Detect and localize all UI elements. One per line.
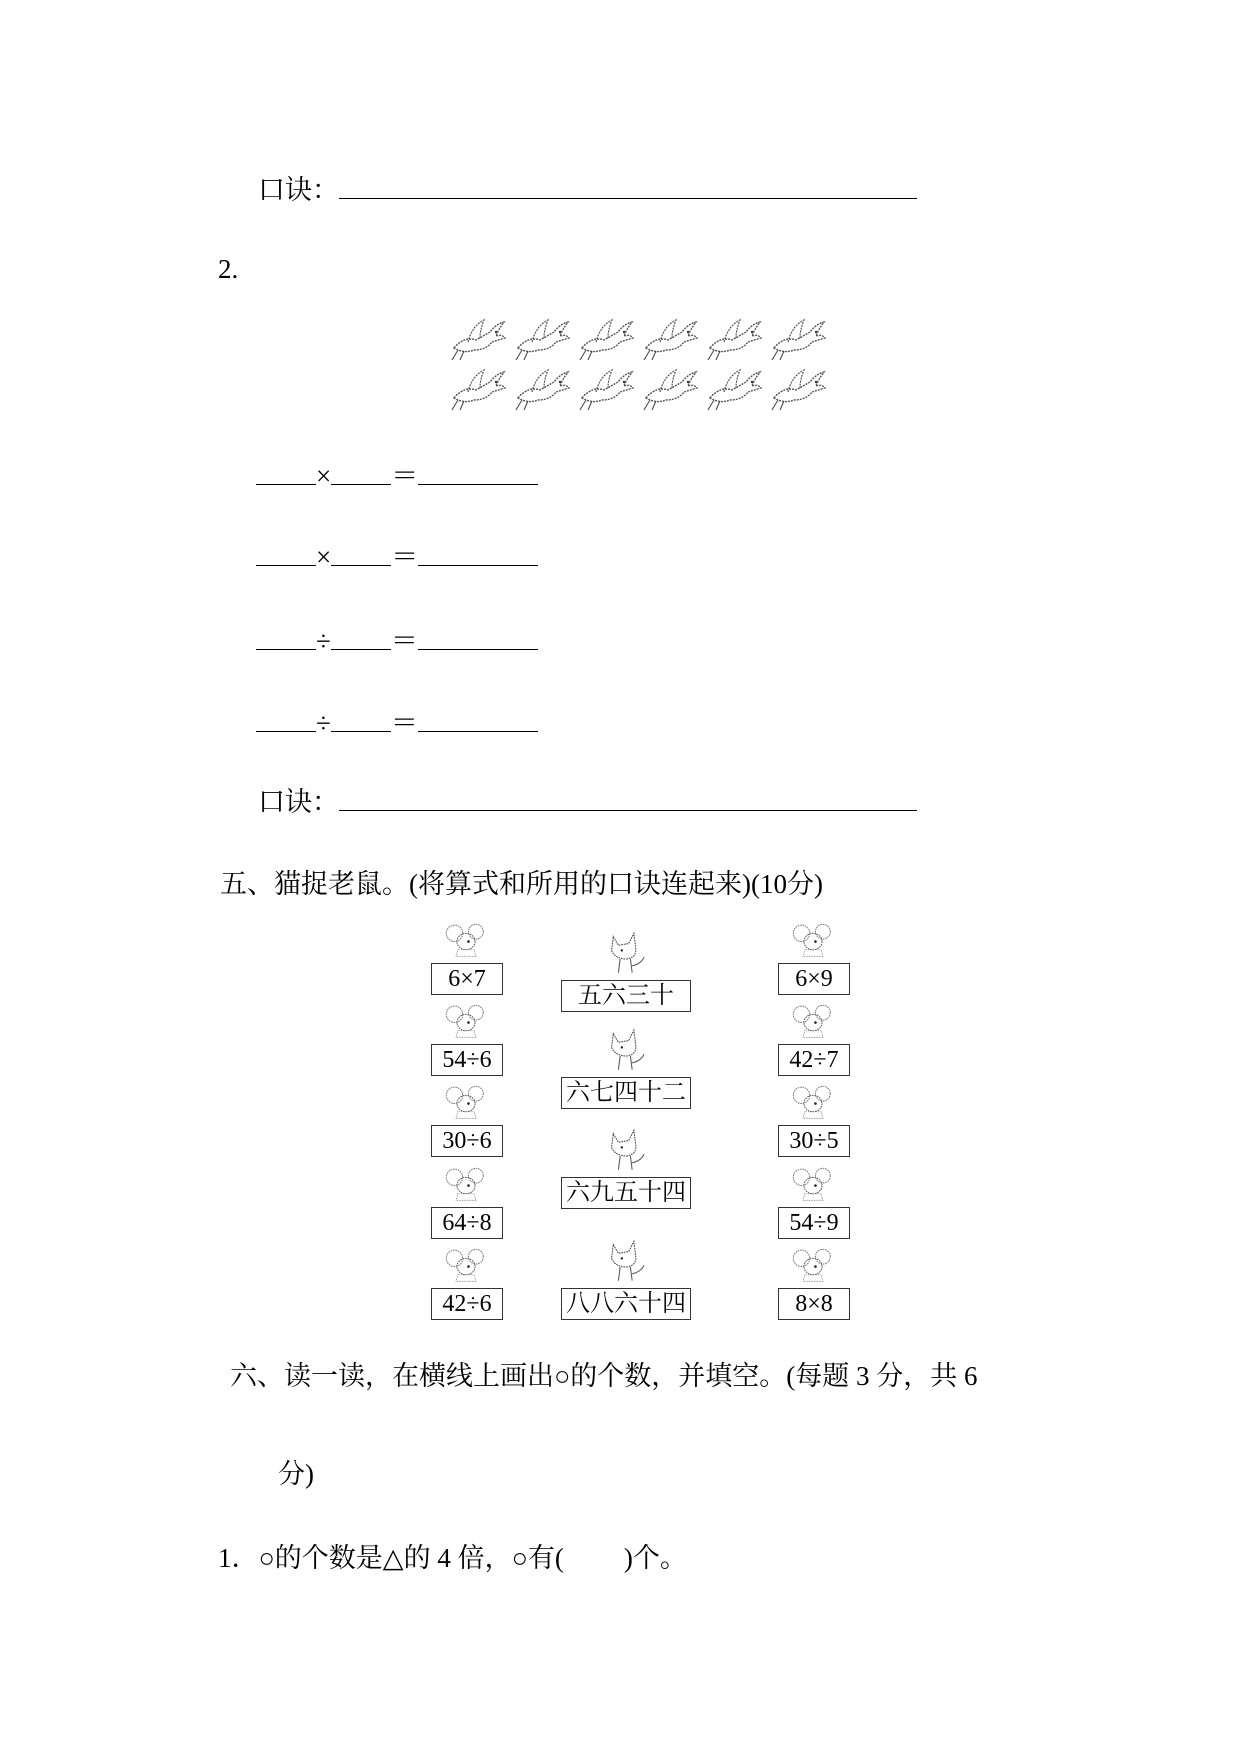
right-expression-box[interactable]: 6×9 — [778, 963, 850, 995]
mnemonic-box[interactable]: 八八六十四 — [561, 1288, 691, 1320]
operator: × — [316, 542, 332, 572]
operator: × — [316, 461, 332, 491]
bird-icon — [642, 318, 698, 362]
blank[interactable] — [331, 460, 391, 485]
blank[interactable] — [331, 541, 391, 566]
mnemonic-answer-line[interactable] — [339, 174, 917, 199]
mouse-icon — [443, 923, 489, 965]
bird-icon — [450, 368, 506, 412]
question-1-text: 1．○的个数是△的 4 倍，○有( — [218, 1543, 564, 1573]
bird-icon — [578, 318, 634, 362]
mouse-icon — [443, 1085, 489, 1127]
section-5-title: 五、猫捉老鼠。(将算式和所用的口诀连起来)(10分) — [220, 869, 823, 899]
right-expression-box[interactable]: 42÷7 — [778, 1044, 850, 1076]
equation-row — [256, 619, 538, 658]
mnemonic-row-1 — [258, 168, 917, 207]
mouse-icon — [443, 1248, 489, 1290]
equals-sign: ＝ — [391, 461, 419, 491]
mouse-icon — [443, 1004, 489, 1046]
right-expression-box[interactable]: 8×8 — [778, 1288, 850, 1320]
blank[interactable] — [256, 707, 316, 732]
blank[interactable] — [256, 625, 316, 650]
bird-icon — [514, 318, 570, 362]
question-number: 2. — [218, 254, 239, 284]
left-expression-box[interactable]: 6×7 — [431, 963, 503, 995]
right-expression-box[interactable]: 30÷5 — [778, 1125, 850, 1157]
mouse-icon — [790, 1248, 836, 1290]
blank[interactable] — [331, 707, 391, 732]
mouse-icon — [443, 1167, 489, 1209]
right-expression-box[interactable]: 54÷9 — [778, 1207, 850, 1239]
blank[interactable] — [331, 625, 391, 650]
mouse-icon — [790, 923, 836, 965]
equals-sign: ＝ — [391, 542, 419, 572]
mnemonic-label: 口诀： — [258, 175, 339, 205]
question-1-suffix: )个。 — [623, 1543, 687, 1573]
mnemonic-row-2 — [258, 780, 917, 819]
section-6-title-line2: 分) — [278, 1459, 314, 1489]
bird-icon — [706, 318, 762, 362]
bird-icon — [642, 368, 698, 412]
cat-icon — [603, 1125, 651, 1175]
mnemonic-box[interactable]: 六九五十四 — [561, 1177, 691, 1209]
mnemonic-box[interactable]: 五六三十 — [561, 980, 691, 1012]
equals-sign: ＝ — [390, 708, 418, 738]
left-expression-box[interactable]: 54÷6 — [431, 1044, 503, 1076]
blank[interactable] — [418, 707, 538, 732]
cat-icon — [603, 1236, 651, 1286]
bird-icon — [514, 368, 570, 412]
cat-icon — [603, 1025, 651, 1075]
equation-row — [256, 701, 538, 740]
operator: ÷ — [316, 626, 331, 656]
blank[interactable] — [418, 625, 538, 650]
equation-row — [256, 535, 538, 574]
left-expression-box[interactable]: 30÷6 — [431, 1125, 503, 1157]
blank[interactable] — [418, 460, 538, 485]
bird-icon — [770, 318, 826, 362]
cat-icon — [603, 928, 651, 978]
equation-row — [256, 454, 538, 493]
mouse-icon — [790, 1004, 836, 1046]
blank[interactable] — [256, 460, 316, 485]
bird-icon — [770, 368, 826, 412]
bird-icon — [578, 368, 634, 412]
section-6-title-line1: 六、读一读，在横线上画出○的个数，并填空。(每题 3 分，共 6 — [230, 1361, 978, 1391]
left-expression-box[interactable]: 64÷8 — [431, 1207, 503, 1239]
mnemonic-answer-line[interactable] — [339, 786, 917, 811]
left-expression-box[interactable]: 42÷6 — [431, 1288, 503, 1320]
mouse-icon — [790, 1167, 836, 1209]
equals-sign: ＝ — [390, 626, 418, 656]
birds-picture — [450, 318, 850, 418]
operator: ÷ — [316, 708, 331, 738]
blank[interactable] — [256, 541, 316, 566]
mouse-icon — [790, 1085, 836, 1127]
blank[interactable] — [418, 541, 538, 566]
mnemonic-label: 口诀： — [258, 787, 339, 817]
section-6-question-1 — [218, 1536, 687, 1575]
mnemonic-box[interactable]: 六七四十二 — [561, 1077, 691, 1109]
bird-icon — [450, 318, 506, 362]
bird-icon — [706, 368, 762, 412]
